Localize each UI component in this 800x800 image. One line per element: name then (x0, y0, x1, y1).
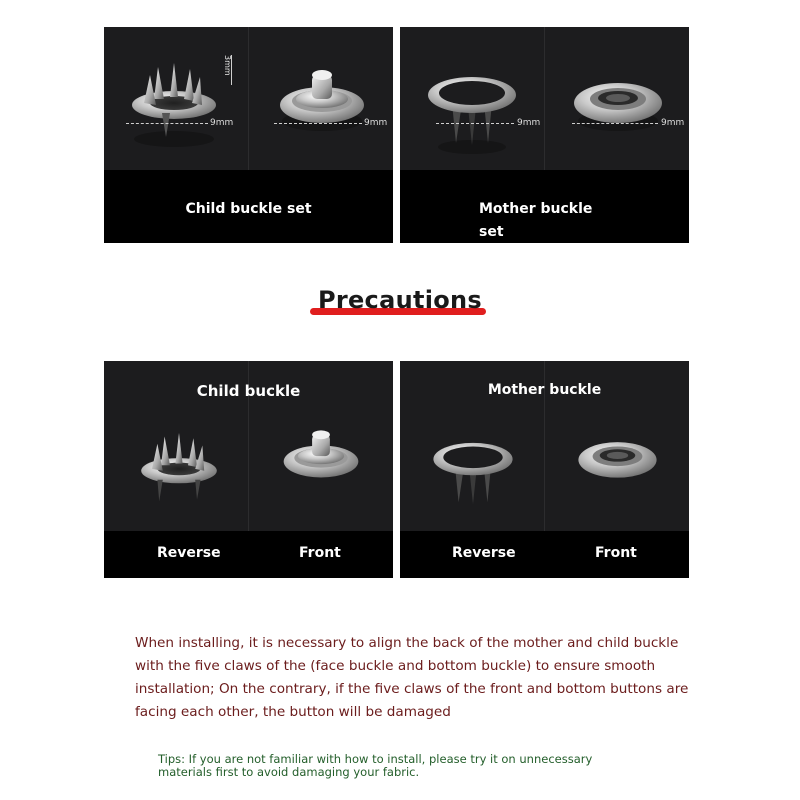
child-buckle-panel (104, 361, 393, 578)
eyelet-ring-icon (428, 419, 518, 519)
socket-cap-icon (570, 419, 665, 499)
panel-header: Mother buckle (487, 382, 602, 398)
mother-buckle-set-panel (400, 27, 689, 243)
section-title: Precautions (317, 286, 483, 314)
tips-note: Tips: If you are not familiar with how to install, please try it on unnecessary materials first to avoid damaging your fabric. (158, 752, 593, 779)
width-dimension: 9mm (661, 118, 685, 128)
caption-bar (104, 170, 393, 243)
caption-line-1: Mother buckle (479, 201, 593, 217)
caption-bar (400, 531, 689, 578)
width-dimension: 9mm (210, 118, 234, 128)
stud-cap-icon (276, 417, 366, 497)
socket-cap-icon (568, 57, 668, 147)
reverse-label: Reverse (157, 545, 221, 561)
width-dimension: 9mm (364, 118, 388, 128)
prong-ring-icon (124, 47, 224, 157)
stud-cap-icon (272, 55, 372, 145)
panel-header: Child buckle (196, 382, 301, 400)
eyelet-ring-icon (422, 51, 522, 161)
front-label: Front (595, 545, 637, 561)
caption-bar (400, 170, 689, 243)
width-dimension: 9mm (517, 118, 541, 128)
caption-line-2: set (479, 224, 504, 240)
height-dimension: 3mm (223, 55, 232, 76)
prong-ring-icon (134, 413, 224, 523)
caption: Child buckle set (185, 201, 312, 217)
front-label: Front (299, 545, 341, 561)
installation-instructions: When installing, it is necessary to align the back of the mother and child buckle with the five claws of the (face buckle and bottom buckle) to ensure smooth installation; On the contrary, if the five claws of the front and bottom buttons are facing each other, the button will be damaged (135, 635, 689, 720)
caption-bar (104, 531, 393, 578)
mother-buckle-panel (400, 361, 689, 578)
reverse-label: Reverse (452, 545, 516, 561)
child-buckle-set-panel (104, 27, 393, 243)
